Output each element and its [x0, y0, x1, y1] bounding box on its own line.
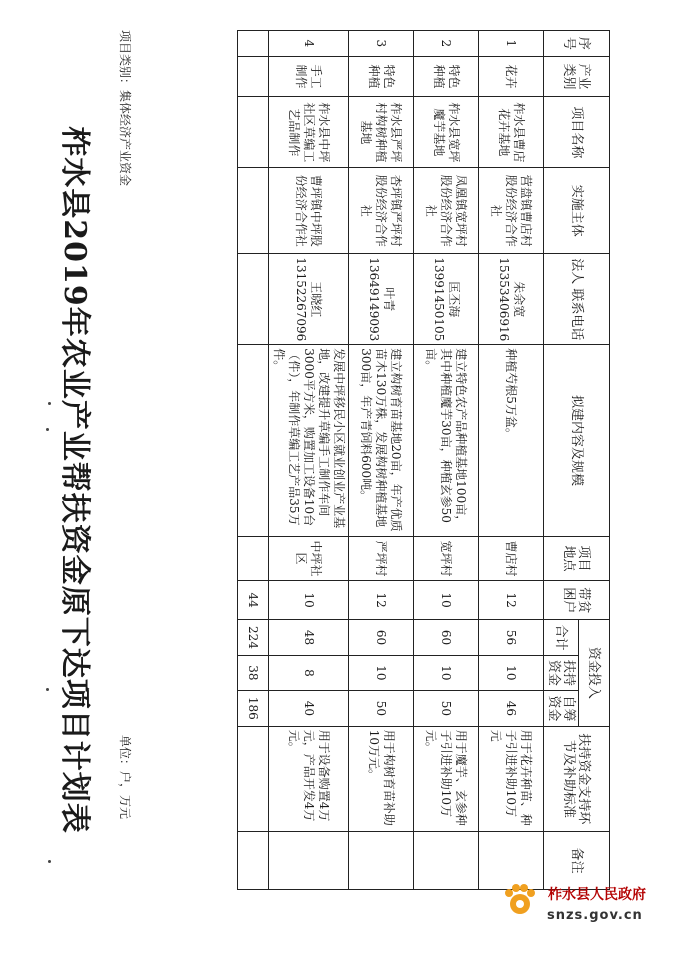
- cell-implementer: 曹坪镇中坪股份经济合作社: [269, 168, 349, 254]
- totals-row: [238, 31, 269, 890]
- project-category: 项目类别：集体经济产业资金: [118, 30, 132, 187]
- scan-speck: [48, 860, 51, 863]
- cell-contact: 朱余宽 15353406916: [479, 254, 544, 345]
- header-location: 项目地点: [544, 536, 610, 581]
- cell-support: 10: [414, 655, 479, 690]
- header-content: 拟建内容及规模: [544, 345, 610, 536]
- header-funds: 资金投入: [579, 620, 610, 727]
- header-remark: 备注: [544, 832, 610, 890]
- cell-implementer: 杏坪镇严坪村股份经济合作社: [349, 168, 414, 254]
- cell-implementer: 营盘镇曹店村股份经济合作社: [479, 168, 544, 254]
- header-households: 带贫困户: [544, 581, 610, 620]
- cell-support: 10: [479, 655, 544, 690]
- total-self: 186: [238, 691, 269, 727]
- total-households: 44: [238, 581, 269, 620]
- cell-contact: 匡丕海 13991450105: [414, 254, 479, 345]
- cell-households: 10: [269, 581, 349, 620]
- cell-contact: 王晓红 13152267096: [269, 254, 349, 345]
- cell-no: 3: [349, 31, 414, 57]
- cell-remark: [269, 832, 349, 890]
- header-total: 合计: [544, 620, 579, 656]
- government-logo-icon: [500, 880, 540, 920]
- cell-contact: 叶青 13649149093: [349, 254, 414, 345]
- cell-households: 12: [479, 581, 544, 620]
- cell-location: 严坪村: [349, 536, 414, 581]
- cell-total: 48: [269, 620, 349, 656]
- cell-industry: 特色种植: [414, 56, 479, 97]
- table-row: [414, 31, 479, 890]
- cell-content: 种植芍根5万盆。: [479, 345, 544, 536]
- cell-location: 宽坪村: [414, 536, 479, 581]
- cell-industry: 特色种植: [349, 56, 414, 97]
- cell-project: 柞水县曹店花卉基地: [479, 97, 544, 168]
- cell-households: 12: [349, 581, 414, 620]
- header-implementer: 实施主体: [544, 168, 610, 254]
- cell-total: 60: [349, 620, 414, 656]
- header-standard: 扶持资金支持环节及补助标准: [544, 726, 610, 832]
- cell-standard: 用于花卉种苗、种子引进补助10万元: [479, 726, 544, 832]
- cell-location: 中坪社区: [269, 536, 349, 581]
- cell-standard: 用于魔芋、玄参种子引进补助10万元。: [414, 726, 479, 832]
- cell-content: 发展中坪移民小区就业创业产业基地，改建提升草编手工制作车间3000平方米，购置加工设备10台（件），年制作草编工艺产品35万件。: [269, 345, 349, 536]
- cell-project: 柞水县严坪村构树种植基地: [349, 97, 414, 168]
- watermark-site-url: snzs.gov.cn: [547, 908, 643, 923]
- cell-households: 10: [414, 581, 479, 620]
- cell-total: 56: [479, 620, 544, 656]
- scan-speck: [48, 402, 51, 405]
- header-support: 扶持资金: [544, 655, 579, 690]
- header-project: 项目名称: [544, 97, 610, 168]
- cell-no: 4: [269, 31, 349, 57]
- cell-project: 柞水县中坪社区草编工艺品制作: [269, 97, 349, 168]
- page-title: 柞水县2019年农业产业帮扶资金原下达项目计划表: [57, 126, 92, 834]
- cell-standard: 用于构树育苗补助10万元。: [349, 726, 414, 832]
- cell-no: 1: [479, 31, 544, 57]
- header-row: [579, 31, 610, 890]
- cell-total: 60: [414, 620, 479, 656]
- header-industry: 产业类别: [544, 56, 610, 97]
- project-plan-table: [237, 30, 610, 890]
- cell-industry: 手工制作: [269, 56, 349, 97]
- unit-label: 单位：户，万元: [118, 735, 132, 820]
- total-total: 224: [238, 620, 269, 656]
- table-row: [269, 31, 349, 890]
- cell-self: 40: [269, 691, 349, 727]
- watermark-site-name: 柞水县人民政府: [548, 887, 646, 903]
- cell-no: 2: [414, 31, 479, 57]
- cell-location: 曹店村: [479, 536, 544, 581]
- cell-industry: 花卉: [479, 56, 544, 97]
- header-self: 自筹资金: [544, 691, 579, 727]
- cell-project: 柞水县宽坪魔芋基地: [414, 97, 479, 168]
- cell-support: 8: [269, 655, 349, 690]
- cell-implementer: 凤凰镇宽坪村股份经济合作社: [414, 168, 479, 254]
- cell-self: 46: [479, 691, 544, 727]
- scan-speck: [46, 428, 49, 431]
- header-contact: 法人 联系电话: [544, 254, 610, 345]
- total-support: 38: [238, 655, 269, 690]
- cell-self: 50: [414, 691, 479, 727]
- cell-content: 建立构树育苗基地20亩，年产优质苗木130万株，发展构树种植基地300亩，年产青饲料600吨。: [349, 345, 414, 536]
- table-row: [479, 31, 544, 890]
- cell-remark: [349, 832, 414, 890]
- cell-self: 50: [349, 691, 414, 727]
- cell-standard: 用于设备购置4万元，产品开发4万元。: [269, 726, 349, 832]
- header-no: 序号: [544, 31, 610, 57]
- cell-remark: [414, 832, 479, 890]
- table-row: [349, 31, 414, 890]
- cell-content: 建立特色农产品种植基地100亩，其中种植魔芋30亩，种植玄参50亩。: [414, 345, 479, 536]
- cell-support: 10: [349, 655, 414, 690]
- scan-speck: [46, 688, 49, 691]
